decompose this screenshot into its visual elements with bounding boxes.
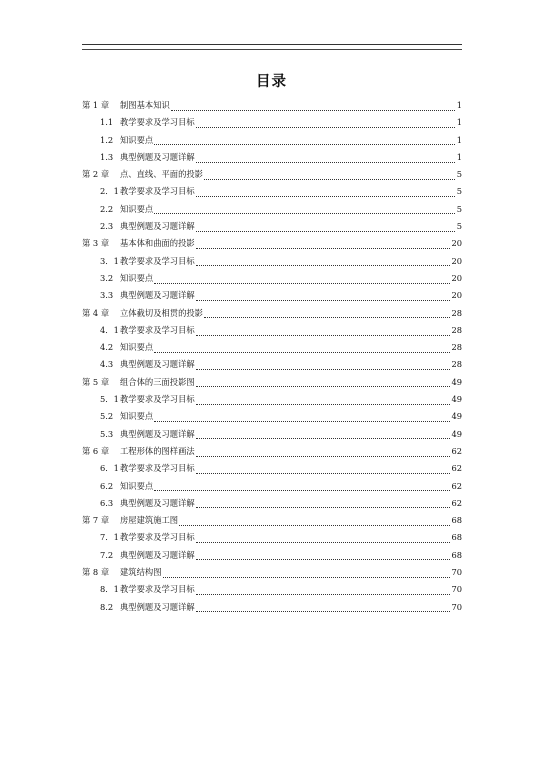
toc-leader-dots xyxy=(196,593,451,595)
toc-entry-page: 28 xyxy=(451,324,462,335)
toc-leader-dots xyxy=(154,282,450,284)
toc-entry-page: 5 xyxy=(456,186,462,197)
toc-entry-title: 典型例题及习题详解 xyxy=(120,151,195,162)
toc-leader-dots xyxy=(204,316,450,318)
toc-entry-title: 知识要点 xyxy=(120,203,154,214)
toc-entry-page: 62 xyxy=(451,497,462,508)
toc-entry-page: 20 xyxy=(451,290,462,301)
toc-entry-number: 2.2 xyxy=(100,203,114,214)
toc-section-entry[interactable] xyxy=(82,529,462,546)
header-rule-top xyxy=(82,44,462,45)
toc-chapter-entry[interactable] xyxy=(82,443,462,460)
toc-section-entry[interactable] xyxy=(82,114,462,131)
toc-entry-number: 3．1 xyxy=(100,255,119,266)
toc-entry-number: 3.3 xyxy=(100,290,114,301)
toc-leader-dots xyxy=(196,541,451,543)
toc-entry-page: 20 xyxy=(451,238,462,249)
toc-section-entry[interactable] xyxy=(82,408,462,425)
toc-section-entry[interactable] xyxy=(82,547,462,564)
toc-leader-dots xyxy=(154,489,450,491)
toc-entry-title: 点、直线、平面的投影 xyxy=(120,169,203,180)
toc-leader-dots xyxy=(196,610,451,612)
toc-leader-dots xyxy=(196,264,451,266)
toc-entry-title: 典型例题及习题详解 xyxy=(120,601,195,612)
toc-entry-title: 基本体和曲面的投影 xyxy=(120,238,195,249)
toc-leader-dots xyxy=(163,576,451,578)
toc-chapter-entry[interactable] xyxy=(82,564,462,581)
toc-entry-number: 第 1 章 xyxy=(82,100,110,110)
toc-section-entry[interactable] xyxy=(82,426,462,443)
toc-leader-dots xyxy=(154,212,455,214)
toc-leader-dots xyxy=(196,385,451,387)
toc-section-entry[interactable] xyxy=(82,339,462,356)
toc-leader-dots xyxy=(154,351,450,353)
toc-entry-page: 28 xyxy=(451,359,462,370)
toc-leader-dots xyxy=(196,247,451,249)
toc-entry-page: 20 xyxy=(451,255,462,266)
toc-section-entry[interactable] xyxy=(82,581,462,598)
toc-entry-page: 62 xyxy=(451,463,462,474)
toc-entry-page: 68 xyxy=(451,515,462,526)
toc-chapter-entry[interactable] xyxy=(82,97,462,114)
toc-entry-title: 知识要点 xyxy=(120,411,154,422)
toc-entry-number: 1.2 xyxy=(100,134,114,145)
toc-leader-dots xyxy=(171,109,455,111)
toc-entry-title: 典型例题及习题详解 xyxy=(120,359,195,370)
toc-entry-title: 典型例题及习题详解 xyxy=(120,497,195,508)
toc-entry-page: 49 xyxy=(451,394,462,405)
toc-entry-page: 70 xyxy=(451,601,462,612)
toc-entry-title: 房屋建筑施工图 xyxy=(120,515,179,526)
toc-entry-title: 建筑结构图 xyxy=(120,567,162,578)
toc-leader-dots xyxy=(154,420,450,422)
toc-list xyxy=(82,97,462,616)
toc-entry-title: 组合体的三面投影图 xyxy=(120,376,195,387)
toc-entry-number: 8．1 xyxy=(100,584,119,595)
toc-entry-page: 1 xyxy=(456,134,462,145)
toc-section-entry[interactable] xyxy=(82,183,462,200)
toc-entry-page: 70 xyxy=(451,567,462,578)
toc-leader-dots xyxy=(196,455,451,457)
toc-entry-title: 教学要求及学习目标 xyxy=(120,394,195,405)
toc-section-entry[interactable] xyxy=(82,149,462,166)
toc-section-entry[interactable] xyxy=(82,132,462,149)
toc-entry-title: 教学要求及学习目标 xyxy=(120,324,195,335)
toc-entry-page: 5 xyxy=(456,203,462,214)
toc-entry-title: 知识要点 xyxy=(120,134,154,145)
toc-leader-dots xyxy=(204,178,455,180)
toc-entry-title: 知识要点 xyxy=(120,480,154,491)
toc-entry-number: 5.2 xyxy=(100,411,114,422)
header-rule-bottom xyxy=(82,49,462,50)
toc-section-entry[interactable] xyxy=(82,287,462,304)
toc-leader-dots xyxy=(196,161,455,163)
toc-entry-number: 第 6 章 xyxy=(82,445,110,456)
toc-entry-title: 教学要求及学习目标 xyxy=(120,532,195,543)
toc-entry-number: 第 2 章 xyxy=(82,169,110,180)
toc-entry-title: 工程形体的图样画法 xyxy=(120,445,195,456)
toc-entry-title: 典型例题及习题详解 xyxy=(120,221,195,232)
toc-leader-dots xyxy=(196,334,451,336)
toc-leader-dots xyxy=(196,126,455,128)
toc-chapter-entry[interactable] xyxy=(82,305,462,322)
toc-entry-title: 典型例题及习题详解 xyxy=(120,549,195,560)
toc-chapter-entry[interactable] xyxy=(82,374,462,391)
toc-leader-dots xyxy=(154,143,455,145)
toc-entry-number: 7．1 xyxy=(100,532,119,543)
toc-entry-number: 2．1 xyxy=(100,186,119,197)
toc-entry-page: 68 xyxy=(451,549,462,560)
toc-entry-page: 62 xyxy=(451,480,462,491)
toc-entry-page: 62 xyxy=(451,445,462,456)
toc-entry-number: 6．1 xyxy=(100,463,119,474)
toc-section-entry[interactable] xyxy=(82,391,462,408)
toc-entry-number: 4．1 xyxy=(100,324,119,335)
toc-entry-title: 教学要求及学习目标 xyxy=(120,117,195,128)
toc-entry-title: 教学要求及学习目标 xyxy=(120,186,195,197)
toc-entry-number: 第 7 章 xyxy=(82,515,110,526)
toc-leader-dots xyxy=(196,230,455,232)
toc-section-entry[interactable] xyxy=(82,201,462,218)
toc-entry-page: 5 xyxy=(456,221,462,232)
toc-entry-title: 知识要点 xyxy=(120,342,154,353)
toc-entry-title: 教学要求及学习目标 xyxy=(120,255,195,266)
toc-entry-number: 1.1 xyxy=(100,117,114,128)
toc-section-entry[interactable] xyxy=(82,322,462,339)
toc-leader-dots xyxy=(196,506,451,508)
toc-section-entry[interactable] xyxy=(82,599,462,616)
toc-entry-title: 教学要求及学习目标 xyxy=(120,463,195,474)
toc-entry-number: 4.3 xyxy=(100,359,114,370)
toc-entry-page: 20 xyxy=(451,272,462,283)
toc-leader-dots xyxy=(196,368,451,370)
toc-leader-dots xyxy=(196,472,451,474)
toc-section-entry[interactable] xyxy=(82,478,462,495)
toc-entry-number: 第 4 章 xyxy=(82,307,110,318)
toc-entry-number: 第 5 章 xyxy=(82,376,110,387)
toc-entry-page: 49 xyxy=(451,428,462,439)
toc-section-entry[interactable] xyxy=(82,218,462,235)
toc-leader-dots xyxy=(196,195,455,197)
toc-entry-number: 8.2 xyxy=(100,601,114,612)
toc-entry-page: 49 xyxy=(451,376,462,387)
toc-entry-page: 5 xyxy=(456,169,462,180)
toc-entry-page: 1 xyxy=(456,117,462,128)
toc-entry-page: 28 xyxy=(451,307,462,318)
toc-entry-page: 1 xyxy=(456,100,462,110)
toc-entry-title: 知识要点 xyxy=(120,272,154,283)
toc-chapter-entry[interactable] xyxy=(82,235,462,252)
toc-entry-page: 70 xyxy=(451,584,462,595)
toc-entry-title: 典型例题及习题详解 xyxy=(120,428,195,439)
toc-chapter-entry[interactable] xyxy=(82,166,462,183)
toc-section-entry[interactable] xyxy=(82,495,462,512)
toc-entry-title: 制图基本知识 xyxy=(120,100,170,110)
toc-entry-number: 5.3 xyxy=(100,428,114,439)
toc-leader-dots xyxy=(196,558,451,560)
toc-section-entry[interactable] xyxy=(82,270,462,287)
toc-entry-number: 7.2 xyxy=(100,549,114,560)
toc-section-entry[interactable] xyxy=(82,356,462,373)
toc-chapter-entry[interactable] xyxy=(82,512,462,529)
toc-entry-title: 立体截切及相贯的投影 xyxy=(120,307,203,318)
toc-leader-dots xyxy=(196,437,451,439)
toc-leader-dots xyxy=(179,524,450,526)
toc-leader-dots xyxy=(196,403,451,405)
toc-section-entry[interactable] xyxy=(82,460,462,477)
toc-entry-page: 28 xyxy=(451,342,462,353)
toc-leader-dots xyxy=(196,299,451,301)
toc-section-entry[interactable] xyxy=(82,253,462,270)
toc-entry-number: 第 3 章 xyxy=(82,238,110,249)
toc-entry-title: 教学要求及学习目标 xyxy=(120,584,195,595)
toc-entry-number: 3.2 xyxy=(100,272,114,283)
toc-entry-number: 2.3 xyxy=(100,221,114,232)
toc-entry-page: 49 xyxy=(451,411,462,422)
toc-title: 目录 xyxy=(256,74,287,90)
toc-entry-number: 5．1 xyxy=(100,394,119,405)
toc-entry-number: 6.3 xyxy=(100,497,114,508)
toc-entry-page: 1 xyxy=(456,151,462,162)
toc-entry-number: 4.2 xyxy=(100,342,114,353)
toc-entry-number: 1.3 xyxy=(100,151,114,162)
toc-entry-number: 第 8 章 xyxy=(82,567,110,578)
toc-entry-page: 68 xyxy=(451,532,462,543)
toc-entry-title: 典型例题及习题详解 xyxy=(120,290,195,301)
toc-entry-number: 6.2 xyxy=(100,480,114,491)
